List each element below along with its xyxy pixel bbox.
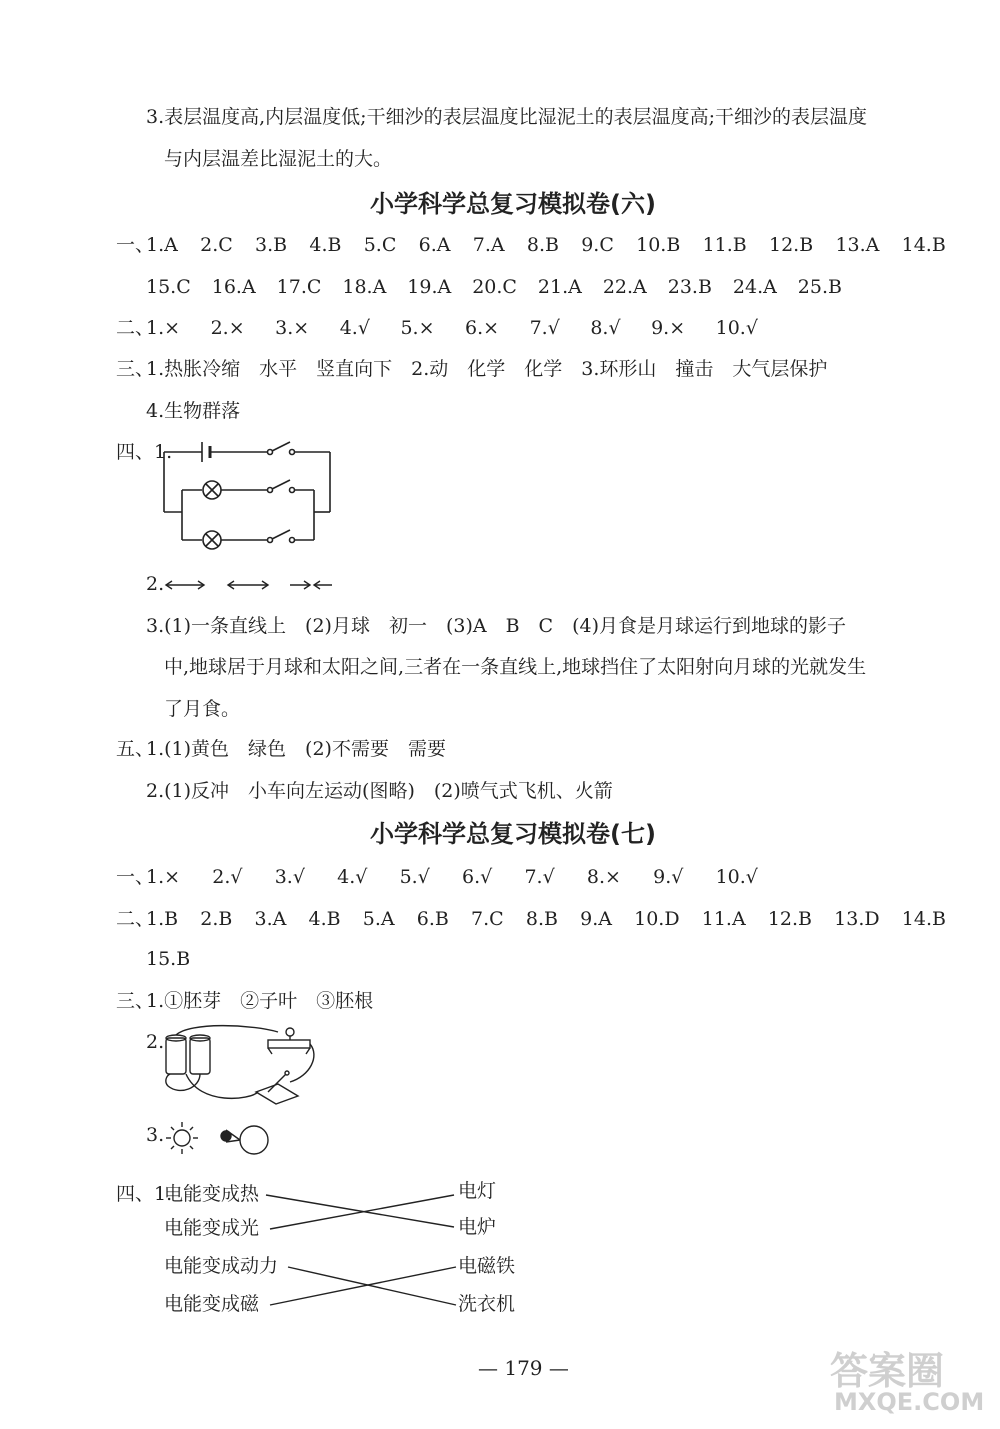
answer-item: 10.√ <box>715 317 758 339</box>
match-right-2: 电炉 <box>458 1216 497 1238</box>
answer-item: 11.B <box>702 234 747 256</box>
answer-item: 2.× <box>210 317 245 339</box>
p6-s1-label: 一、 <box>116 234 155 256</box>
answer-item: 6.A <box>418 234 451 256</box>
answer-item: 12.B <box>767 908 813 930</box>
watermark-url: MXQE.COM <box>834 1388 985 1416</box>
answer-item: 22.A <box>602 276 647 298</box>
answer-item: 3.A <box>254 908 287 930</box>
page-number: — 179 — <box>478 1356 569 1380</box>
p6-s1-row2 <box>146 278 842 297</box>
answer-item: 14.B <box>901 908 946 930</box>
answer-item: 2.√ <box>212 866 243 888</box>
answer-item: 8.√ <box>590 317 621 339</box>
p6-s5-line1: 1.(1)黄色 绿色 (2)不需要 需要 <box>146 738 446 760</box>
answer-item: 6.× <box>465 317 500 339</box>
p6-s4-q3-line2: 中,地球居于月球和太阳之间,三者在一条直线上,地球挡住了太阳射向月球的光就发生 <box>164 656 867 678</box>
answer-item: 6.B <box>416 908 449 930</box>
answer-item: 17.C <box>276 276 322 298</box>
answer-item: 5.√ <box>399 866 430 888</box>
p7-s2-row2 <box>146 950 190 969</box>
answer-item: 4.B <box>308 908 341 930</box>
answer-item: 19.A <box>407 276 452 298</box>
answer-item: 10.√ <box>715 866 758 888</box>
answer-item: 3.B <box>255 234 288 256</box>
answer-item: 8.B <box>525 908 558 930</box>
answer-item: 18.A <box>342 276 387 298</box>
answer-item: 2.C <box>200 234 233 256</box>
answer-item: 24.A <box>732 276 777 298</box>
answer-item: 4.√ <box>337 866 368 888</box>
p6-s2-row1 <box>146 319 758 338</box>
answer-item: 16.A <box>211 276 256 298</box>
sun-moon-earth-drawing <box>162 1118 282 1158</box>
answer-item: 20.C <box>472 276 517 298</box>
match-left-3: 电能变成动力 <box>164 1255 279 1277</box>
p7-s2-label: 二、 <box>116 908 155 930</box>
watermark-logo: 答案圈 <box>830 1349 945 1393</box>
answer-item: 9.√ <box>653 866 684 888</box>
intro-line-2: 与内层温差比湿泥土的大。 <box>164 148 393 170</box>
p7-s1-label: 一、 <box>116 866 155 888</box>
answer-item: 1.× <box>146 866 181 888</box>
p7-s1-row1 <box>146 868 758 887</box>
answer-item: 5.A <box>362 908 395 930</box>
answer-item: 7.√ <box>524 866 555 888</box>
p6-s4-label: 四、1. <box>116 441 173 463</box>
answer-item: 4.B <box>309 234 342 256</box>
answer-item: 5.C <box>363 234 397 256</box>
answer-item: 7.A <box>472 234 505 256</box>
p6-s1-row1 <box>146 236 946 255</box>
answer-item: 9.× <box>651 317 686 339</box>
answer-item: 13.A <box>835 234 880 256</box>
match-left-4: 电能变成磁 <box>164 1293 260 1315</box>
p6-s5-line2: 2.(1)反冲 小车向左运动(图略) (2)喷气式飞机、火箭 <box>146 780 613 802</box>
p6-s5-label: 五、 <box>116 738 155 760</box>
answer-item: 12.B <box>769 234 814 256</box>
p7-s3-q2-label: 2. <box>146 1031 165 1053</box>
answer-item: 1.× <box>146 317 181 339</box>
p6-s4-q3-line1: 3.(1)一条直线上 (2)月球 初一 (3)A B C (4)月食是月球运行到地球的影子 <box>146 615 847 637</box>
answer-item: 8.× <box>586 866 621 888</box>
circuit-diagram <box>150 440 350 560</box>
answer-item: 5.× <box>400 317 435 339</box>
p7-s4-label: 四、1. <box>116 1183 173 1205</box>
p6-s2-label: 二、 <box>116 317 155 339</box>
answer-item: 14.B <box>901 234 946 256</box>
p6-s3-line2: 4.生物群落 <box>146 400 241 422</box>
matching-lines <box>262 1185 462 1315</box>
p6-s3-line1: 1.热胀冷缩 水平 竖直向下 2.动 化学 化学 3.环形山 撞击 大气层保护 <box>146 358 828 380</box>
answer-item: 13.D <box>834 908 880 930</box>
p6-s4-q3-line3: 了月食。 <box>164 698 241 720</box>
answer-item: 25.B <box>797 276 842 298</box>
force-arrows <box>164 575 344 595</box>
p6-s3-label: 三、 <box>116 358 155 380</box>
answer-item: 3.× <box>275 317 310 339</box>
answer-item: 8.B <box>526 234 559 256</box>
match-left-2: 电能变成光 <box>164 1217 260 1239</box>
answer-item: 15.B <box>146 948 191 970</box>
answer-item: 2.B <box>200 908 233 930</box>
match-left-1: 电能变成热 <box>164 1183 260 1205</box>
paper6-title: 小学科学总复习模拟卷(六) <box>370 190 656 218</box>
answer-item: 7.√ <box>529 317 560 339</box>
intro-line-1: 3.表层温度高,内层温度低;干细沙的表层温度比湿泥土的表层温度高;干细沙的表层温度 <box>146 106 867 128</box>
p7-s3-label: 三、 <box>116 990 155 1012</box>
battery-bulb-circuit-drawing <box>160 1026 330 1106</box>
answer-item: 23.B <box>667 276 712 298</box>
answer-item: 7.C <box>471 908 504 930</box>
match-right-4: 洗衣机 <box>458 1293 516 1315</box>
answer-item: 11.A <box>701 908 746 930</box>
p6-s4-q2-label: 2. <box>146 573 165 595</box>
match-right-1: 电灯 <box>458 1180 497 1202</box>
answer-item: 10.B <box>636 234 681 256</box>
answer-item: 21.A <box>537 276 582 298</box>
answer-item: 9.C <box>581 234 614 256</box>
answer-item: 1.B <box>146 908 179 930</box>
p7-s3-q3-label: 3. <box>146 1124 165 1146</box>
answer-item: 4.√ <box>339 317 370 339</box>
answer-item: 1.A <box>146 234 178 256</box>
paper7-title: 小学科学总复习模拟卷(七) <box>370 820 656 848</box>
answer-item: 3.√ <box>274 866 305 888</box>
answer-item: 10.D <box>634 908 680 930</box>
answer-item: 15.C <box>146 276 191 298</box>
answer-item: 9.A <box>580 908 612 930</box>
p7-s3-line1: 1.①胚芽 ②子叶 ③胚根 <box>146 990 374 1012</box>
match-right-3: 电磁铁 <box>458 1255 516 1277</box>
answer-item: 6.√ <box>462 866 493 888</box>
p7-s2-row1 <box>146 910 946 929</box>
